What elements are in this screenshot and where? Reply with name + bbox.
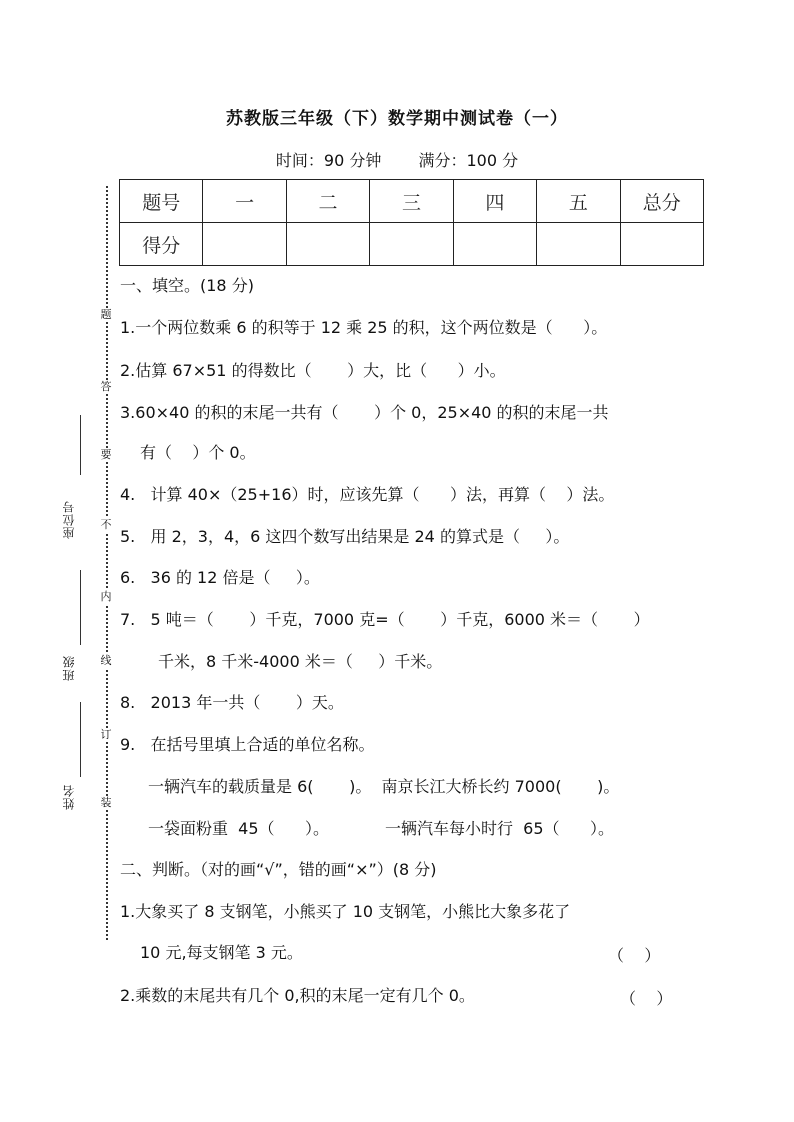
- score-cell: 总分: [620, 180, 703, 223]
- score-table: [119, 179, 704, 266]
- judge-answer-blank-1[interactable]: （ ）: [608, 946, 661, 965]
- score-blank[interactable]: [620, 223, 703, 266]
- question-9: 9. 在括号里填上合适的单位名称。: [120, 735, 375, 754]
- binding-dotted-line: [106, 186, 108, 940]
- score-table-header-row: [120, 180, 704, 223]
- binding-char: 题: [97, 308, 115, 322]
- binding-char: 不: [97, 518, 115, 532]
- exam-subtitle: [0, 148, 794, 171]
- judge-question-1-continued: 10 元,每支钢笔 3 元。: [140, 943, 303, 962]
- binding-char: 内: [97, 590, 115, 604]
- binding-char: 要: [97, 448, 115, 462]
- name-line: [80, 702, 81, 777]
- question-8: 8. 2013 年一共（ ）天。: [120, 693, 344, 712]
- question-3: 3.60×40 的积的末尾一共有（ ）个 0，25×40 的积的末尾一共: [120, 403, 609, 422]
- name-label: 姓名: [62, 784, 76, 810]
- score-cell: 一: [203, 180, 286, 223]
- question-2: 2.估算 67×51 的得数比（ ）大，比（ ）小。: [120, 361, 506, 380]
- class-line: [80, 570, 81, 645]
- score-blank[interactable]: [537, 223, 620, 266]
- score-blank[interactable]: [286, 223, 369, 266]
- section-heading-true-false: 二、判断。（对的画“√”，错的画“×”）(8 分): [120, 860, 437, 879]
- score-cell: 五: [537, 180, 620, 223]
- judge-question-1: 1.大象买了 8 支钢笔，小熊买了 10 支钢笔，小熊比大象多花了: [120, 902, 571, 921]
- binding-char: 答: [97, 380, 115, 394]
- score-blank[interactable]: [370, 223, 453, 266]
- binding-char: 线: [97, 654, 115, 668]
- seat-number-label: 座位号: [62, 500, 76, 539]
- question-5: 5. 用 2，3，4，6 这四个数写出结果是 24 的算式是（ ）。: [120, 527, 570, 546]
- question-9-line-2: 一袋面粉重 45（ ）。 一辆汽车每小时行 65（ ）。: [148, 819, 615, 838]
- question-9-line-1: 一辆汽车的载质量是 6( )。 南京长江大桥长约 7000( )。: [148, 777, 620, 796]
- time-limit: 时间：90 分钟: [275, 151, 382, 170]
- class-label: 班级: [62, 655, 76, 681]
- exam-title: 苏教版三年级（下）数学期中测试卷（一）: [226, 109, 568, 129]
- question-7: 7. 5 吨＝（ ）千克，7000 克=（ ）千克，6000 米＝（ ）: [120, 610, 650, 629]
- question-3-continued: 有（ ）个 0。: [140, 443, 256, 462]
- score-cell: 二: [286, 180, 369, 223]
- binding-char: 订: [97, 728, 115, 742]
- question-1: 1.一个两位数乘 6 的积等于 12 乘 25 的积，这个两位数是（ ）。: [120, 318, 608, 337]
- score-blank[interactable]: [453, 223, 536, 266]
- seat-number-line: [80, 415, 81, 475]
- question-7-continued: 千米，8 千米-4000 米＝（ ）千米。: [158, 652, 443, 671]
- score-blank[interactable]: [203, 223, 286, 266]
- score-cell: 题号: [120, 180, 203, 223]
- score-cell: 四: [453, 180, 536, 223]
- judge-answer-blank-2[interactable]: （ ）: [620, 989, 673, 1008]
- score-cell: 三: [370, 180, 453, 223]
- score-table-score-row: [120, 223, 704, 266]
- full-score: 满分：100 分: [418, 151, 519, 170]
- score-cell: 得分: [120, 223, 203, 266]
- judge-question-2: 2.乘数的末尾共有几个 0,积的末尾一定有几个 0。: [120, 986, 475, 1005]
- section-heading-fill-in: 一、填空。(18 分): [120, 276, 254, 295]
- binding-char: 装: [97, 796, 115, 810]
- question-6: 6. 36 的 12 倍是（ ）。: [120, 568, 320, 587]
- question-4: 4. 计算 40×（25+16）时，应该先算（ ）法，再算（ ）法。: [120, 485, 615, 504]
